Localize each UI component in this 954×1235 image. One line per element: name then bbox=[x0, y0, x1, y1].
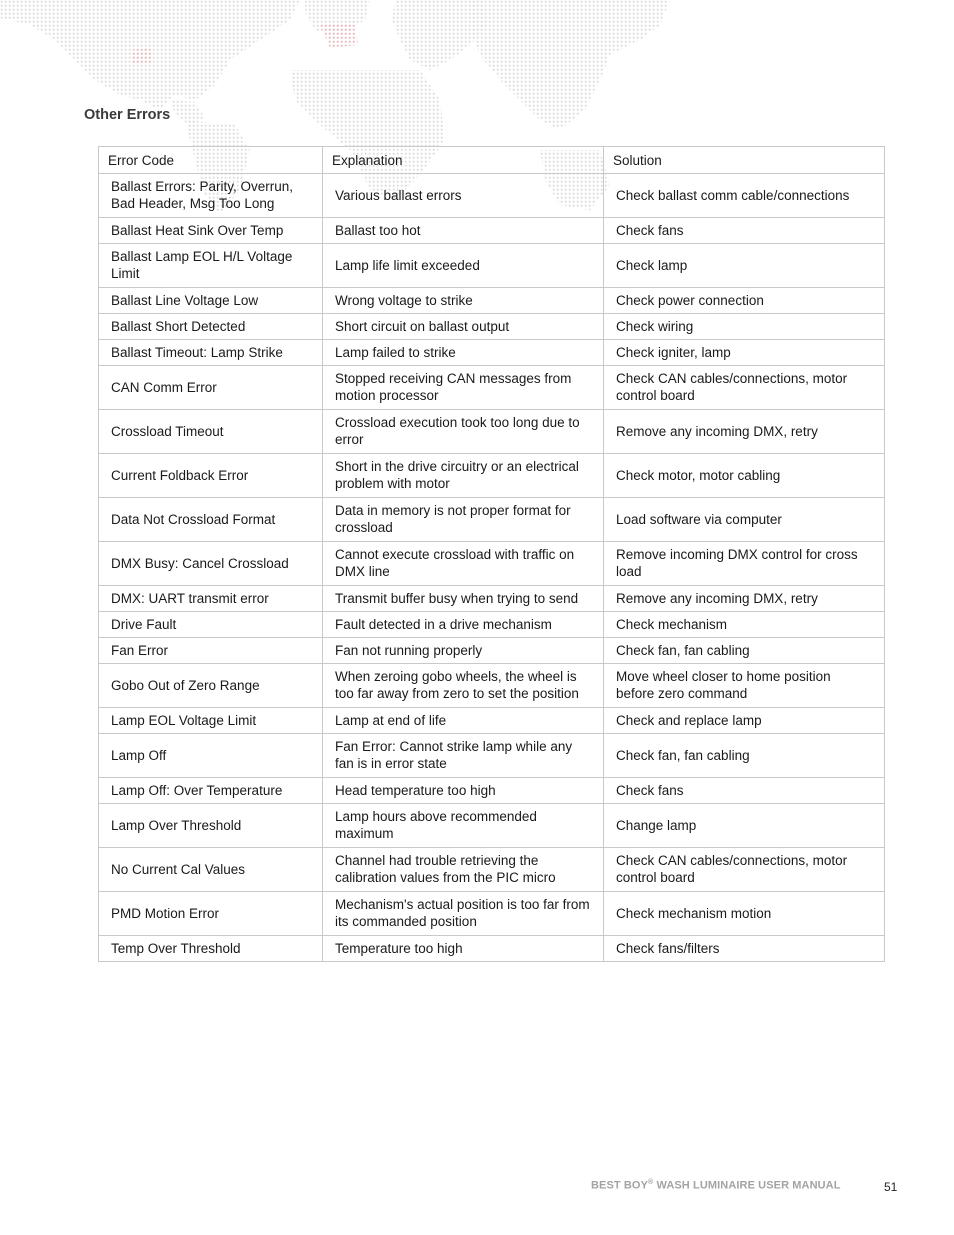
explanation-cell: Lamp failed to strike bbox=[323, 340, 604, 366]
explanation-cell: Cannot execute crossload with traffic on DMX line bbox=[323, 542, 604, 586]
solution-cell: Check fans bbox=[604, 778, 885, 804]
error-code-cell: Ballast Heat Sink Over Temp bbox=[99, 218, 323, 244]
error-code-cell: Ballast Line Voltage Low bbox=[99, 288, 323, 314]
solution-cell: Check igniter, lamp bbox=[604, 340, 885, 366]
explanation-cell: Fan Error: Cannot strike lamp while any fan is in error state bbox=[323, 734, 604, 778]
error-code-cell: Fan Error bbox=[99, 638, 323, 664]
solution-cell: Check lamp bbox=[604, 244, 885, 288]
error-code-cell: Lamp Off bbox=[99, 734, 323, 778]
solution-cell: Check ballast comm cable/connections bbox=[604, 174, 885, 218]
solution-cell: Check fans bbox=[604, 218, 885, 244]
section-title: Other Errors bbox=[84, 107, 171, 123]
table-row bbox=[99, 848, 885, 892]
solution-cell: Check fans/filters bbox=[604, 936, 885, 962]
error-code-cell: Crossload Timeout bbox=[99, 410, 323, 454]
solution-cell: Check wiring bbox=[604, 314, 885, 340]
table-row bbox=[99, 244, 885, 288]
column-header-explanation: Explanation bbox=[323, 147, 604, 174]
error-code-cell: Drive Fault bbox=[99, 612, 323, 638]
solution-cell: Check CAN cables/connections, motor control board bbox=[604, 848, 885, 892]
explanation-cell: Mechanism's actual position is too far from its commanded position bbox=[323, 892, 604, 936]
table-row bbox=[99, 936, 885, 962]
error-code-cell: DMX Busy: Cancel Crossload bbox=[99, 542, 323, 586]
table-row bbox=[99, 218, 885, 244]
explanation-cell: Short in the drive circuitry or an electrical problem with motor bbox=[323, 454, 604, 498]
explanation-cell: Fan not running properly bbox=[323, 638, 604, 664]
explanation-cell: Data in memory is not proper format for crossload bbox=[323, 498, 604, 542]
explanation-cell: Transmit buffer busy when trying to send bbox=[323, 586, 604, 612]
solution-cell: Remove any incoming DMX, retry bbox=[604, 586, 885, 612]
explanation-cell: Various ballast errors bbox=[323, 174, 604, 218]
explanation-cell: Wrong voltage to strike bbox=[323, 288, 604, 314]
error-code-cell: CAN Comm Error bbox=[99, 366, 323, 410]
explanation-cell: Stopped receiving CAN messages from motion processor bbox=[323, 366, 604, 410]
solution-cell: Remove incoming DMX control for cross load bbox=[604, 542, 885, 586]
error-code-cell: Data Not Crossload Format bbox=[99, 498, 323, 542]
error-code-cell: Lamp EOL Voltage Limit bbox=[99, 708, 323, 734]
table-row bbox=[99, 638, 885, 664]
explanation-cell: Lamp hours above recommended maximum bbox=[323, 804, 604, 848]
error-table bbox=[98, 146, 885, 962]
explanation-cell: Lamp at end of life bbox=[323, 708, 604, 734]
table-row bbox=[99, 288, 885, 314]
column-header-error-code: Error Code bbox=[99, 147, 323, 174]
explanation-cell: Channel had trouble retrieving the calibration values from the PIC micro bbox=[323, 848, 604, 892]
table-row bbox=[99, 340, 885, 366]
solution-cell: Check power connection bbox=[604, 288, 885, 314]
solution-cell: Check fan, fan cabling bbox=[604, 638, 885, 664]
error-code-cell: No Current Cal Values bbox=[99, 848, 323, 892]
table-row bbox=[99, 314, 885, 340]
error-code-cell: Gobo Out of Zero Range bbox=[99, 664, 323, 708]
page-number: 51 bbox=[884, 1180, 898, 1194]
registered-mark: ® bbox=[648, 1179, 654, 1186]
table-row bbox=[99, 410, 885, 454]
table-row bbox=[99, 542, 885, 586]
table-row bbox=[99, 892, 885, 936]
solution-cell: Check CAN cables/connections, motor control board bbox=[604, 366, 885, 410]
solution-cell: Check mechanism bbox=[604, 612, 885, 638]
table-row bbox=[99, 498, 885, 542]
table-row bbox=[99, 804, 885, 848]
column-header-solution: Solution bbox=[604, 147, 885, 174]
explanation-cell: When zeroing gobo wheels, the wheel is too far away from zero to set the position bbox=[323, 664, 604, 708]
solution-cell: Check motor, motor cabling bbox=[604, 454, 885, 498]
error-code-cell: PMD Motion Error bbox=[99, 892, 323, 936]
solution-cell: Check and replace lamp bbox=[604, 708, 885, 734]
table-row bbox=[99, 778, 885, 804]
table-header bbox=[99, 147, 885, 174]
table-row bbox=[99, 586, 885, 612]
explanation-cell: Head temperature too high bbox=[323, 778, 604, 804]
manual-title-rest: WASH LUMINAIRE USER MANUAL bbox=[653, 1179, 841, 1192]
solution-cell: Check fan, fan cabling bbox=[604, 734, 885, 778]
solution-cell: Check mechanism motion bbox=[604, 892, 885, 936]
error-code-cell: DMX: UART transmit error bbox=[99, 586, 323, 612]
error-code-cell: Lamp Off: Over Temperature bbox=[99, 778, 323, 804]
error-code-cell: Lamp Over Threshold bbox=[99, 804, 323, 848]
solution-cell: Remove any incoming DMX, retry bbox=[604, 410, 885, 454]
solution-cell: Load software via computer bbox=[604, 498, 885, 542]
explanation-cell: Ballast too hot bbox=[323, 218, 604, 244]
table-row bbox=[99, 454, 885, 498]
solution-cell: Move wheel closer to home position before zero command bbox=[604, 664, 885, 708]
error-code-cell: Ballast Short Detected bbox=[99, 314, 323, 340]
explanation-cell: Short circuit on ballast output bbox=[323, 314, 604, 340]
table-row bbox=[99, 708, 885, 734]
error-code-cell: Ballast Lamp EOL H/L Voltage Limit bbox=[99, 244, 323, 288]
error-code-cell: Ballast Timeout: Lamp Strike bbox=[99, 340, 323, 366]
manual-title bbox=[591, 1179, 841, 1192]
explanation-cell: Crossload execution took too long due to error bbox=[323, 410, 604, 454]
explanation-cell: Lamp life limit exceeded bbox=[323, 244, 604, 288]
error-code-cell: Temp Over Threshold bbox=[99, 936, 323, 962]
table-row bbox=[99, 366, 885, 410]
table-row bbox=[99, 612, 885, 638]
explanation-cell: Fault detected in a drive mechanism bbox=[323, 612, 604, 638]
explanation-cell: Temperature too high bbox=[323, 936, 604, 962]
table-row bbox=[99, 734, 885, 778]
error-code-cell: Current Foldback Error bbox=[99, 454, 323, 498]
table-row bbox=[99, 174, 885, 218]
table-row bbox=[99, 664, 885, 708]
solution-cell: Change lamp bbox=[604, 804, 885, 848]
error-code-cell: Ballast Errors: Parity, Overrun, Bad Header, Msg Too Long bbox=[99, 174, 323, 218]
manual-title-brand: BEST BOY bbox=[591, 1179, 649, 1192]
